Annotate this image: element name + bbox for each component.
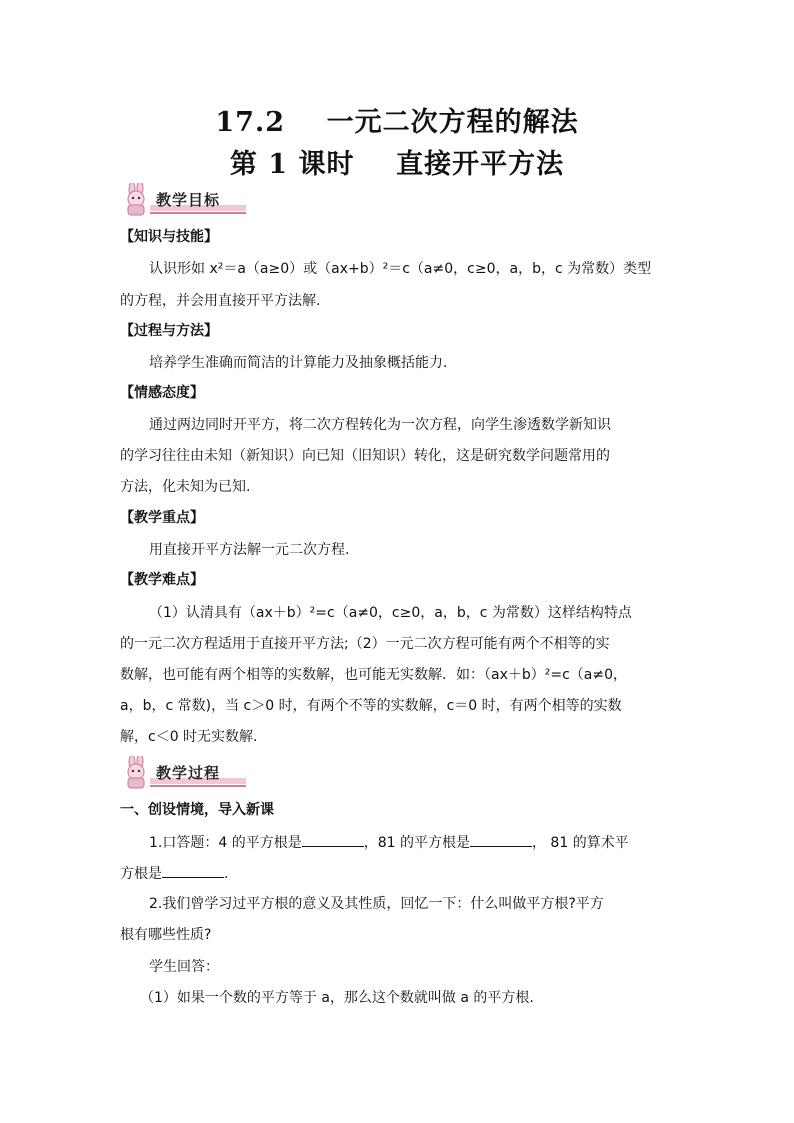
paragraph-line: 的学习往往由未知（新知识）向已知（旧知识）转化，这是研究数学问题常用的	[120, 448, 610, 464]
paragraph-line: 的方程，并会用直接开平方法解.	[120, 293, 321, 309]
paragraph-line: 2.我们曾学习过平方根的意义及其性质，回忆一下：什么叫做平方根?平方	[149, 896, 604, 912]
page-subtitle: 第 1 课时 直接开平方法	[229, 149, 565, 180]
paragraph-line: 根有哪些性质?	[120, 927, 212, 943]
question-text: 1.口答题：4 的平方根是	[149, 835, 302, 851]
question-text: ，81 的平方根是	[363, 835, 470, 851]
paragraph-line: 培养学生准确而简洁的计算能力及抽象概括能力.	[149, 355, 448, 371]
question-line	[149, 832, 709, 853]
paragraph-line: 通过两边同时开平方，将二次方程转化为一次方程，向学生渗透数学新知识	[149, 417, 611, 433]
answer-blank	[302, 832, 364, 847]
section-heading: 【过程与方法】	[120, 323, 218, 339]
section-heading: 【教学难点】	[120, 572, 204, 588]
badge-label: 教学目标	[156, 191, 221, 209]
section-heading: 【知识与技能】	[120, 229, 218, 245]
paragraph-line: 用直接开平方法解一元二次方程.	[149, 542, 350, 558]
paragraph-line: （1）如果一个数的平方等于 a，那么这个数就叫做 a 的平方根.	[140, 990, 534, 1006]
section-badge-process	[118, 756, 248, 790]
question-text: 方根是	[120, 866, 162, 882]
question-text: ， 81 的算术平	[531, 835, 629, 851]
answer-blank	[162, 863, 224, 878]
paragraph-line: a，b，c 常数)，当 c＞0 时，有两个不等的实数解，c＝0 时，有两个相等的实数	[120, 698, 622, 714]
section-heading: 【教学重点】	[120, 510, 204, 526]
paragraph-line: 的一元二次方程适用于直接开平方法;（2）一元二次方程可能有两个不相等的实	[120, 636, 610, 652]
paragraph-line: 解，c＜0 时无实数解.	[120, 729, 258, 745]
answer-blank	[470, 832, 532, 847]
paragraph-line: 认识形如 x²＝a（a≥0）或（ax+b）²＝c（a≠0，c≥0，a，b，c 为常数）类型	[149, 261, 652, 277]
section-badge-goals	[118, 183, 248, 217]
paragraph-line: 学生回答：	[149, 959, 219, 975]
question-text: .	[224, 866, 229, 882]
page-title: 17.2 一元二次方程的解法	[215, 107, 579, 138]
section-heading: 一、创设情境，导入新课	[120, 802, 274, 818]
badge-label: 教学过程	[156, 764, 221, 782]
paragraph-line: （1）认清具有（ax＋b）²=c（a≠0，c≥0，a，b，c 为常数）这样结构特点	[149, 605, 632, 621]
section-heading: 【情感态度】	[120, 385, 204, 401]
paragraph-line: 数解，也可能有两个相等的实数解，也可能无实数解．如：（ax＋b）²=c（a≠0，	[120, 667, 628, 683]
paragraph-line: 方法，化未知为已知.	[120, 479, 251, 495]
question-line	[120, 863, 680, 884]
